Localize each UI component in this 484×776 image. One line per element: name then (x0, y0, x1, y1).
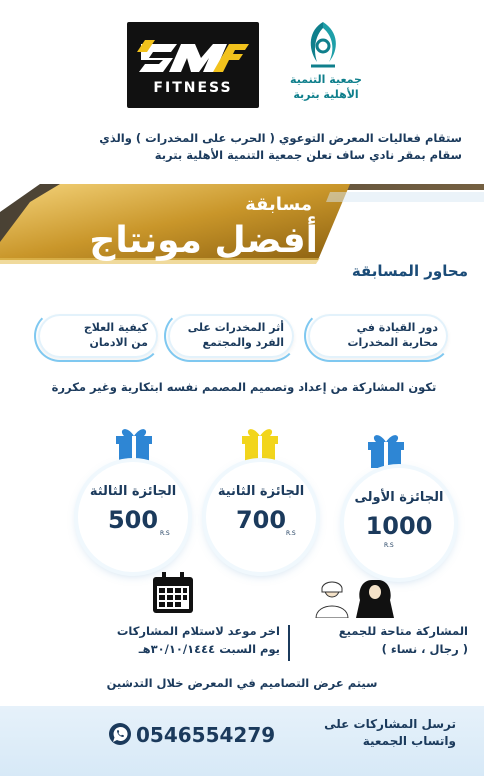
banner-title: أفضل مونتاج (89, 220, 318, 261)
smf-mark-icon (137, 32, 249, 78)
deadline-line2: يوم السبت ٣٠/١٠/١٤٤٤هـ (138, 642, 280, 656)
gift-icon (364, 426, 408, 470)
axis-line1: كيفية العلاج (83, 321, 148, 334)
eligibility-text (296, 622, 468, 658)
vertical-divider (288, 625, 290, 661)
display-note: سيتم عرض التصاميم في المعرض خلال التدشين (106, 676, 378, 690)
smf-wordmark: FITNESS (153, 80, 233, 96)
intro-line1: ستقام فعاليات المعرض التوعوي ( الحرب على المخدرات ) والذي (99, 131, 462, 145)
axes-title: محاور المسابقة (351, 262, 468, 280)
axis-line1: أثر المخدرات على (187, 321, 284, 334)
prize-second (206, 462, 316, 572)
axis-line1: دور القيادة في (356, 321, 438, 334)
axis-pill-text (48, 320, 148, 350)
originality-note: تكون المشاركة من إعداد وتصميم المصمم نفسه ابتكارية وغير مكررة (51, 380, 437, 394)
footer-line1: ترسل المشاركات على (324, 717, 456, 731)
association-logo (285, 20, 367, 110)
prize-name: الجائزة الأولى (354, 490, 444, 505)
prize-name: الجائزة الثالثة (89, 484, 177, 499)
gift-icon (238, 420, 282, 464)
deadline-line1: اخر موعد لاستلام المشاركات (116, 624, 280, 638)
prize-currency: R.S (384, 542, 394, 549)
eligibility-line1: المشاركة متاحة للجميع (338, 624, 468, 638)
prize-value: 700 (235, 506, 287, 534)
axis-line2: من الادمان (89, 336, 148, 349)
prize-value: 500 (107, 506, 159, 534)
axis-pill-text (318, 320, 438, 350)
smf-fitness-logo (127, 22, 259, 108)
association-name-line1: جمعية التنمية (290, 73, 362, 86)
footer-text (316, 716, 456, 750)
eligibility-line2: ( رجال ، نساء ) (381, 642, 468, 656)
prize-value: 1000 (365, 512, 433, 540)
banner-label: مسابقة (245, 194, 312, 215)
axis-line2: الفرد والمجتمع (202, 336, 284, 349)
axis-pill-text (178, 320, 284, 350)
prize-currency: R.S (160, 530, 170, 537)
footer-line2: واتساب الجمعية (362, 734, 456, 748)
intro-text (22, 130, 462, 164)
axis-pill-impact (168, 314, 294, 358)
axis-line2: محاربة المخدرات (347, 336, 438, 349)
deadline-text (112, 622, 280, 658)
association-name-line2: الأهلية بتربة (293, 88, 359, 101)
whatsapp-icon[interactable] (108, 722, 132, 746)
prize-name: الجائزة الثانية (217, 484, 305, 499)
axis-pill-leadership (308, 314, 448, 358)
calendar-icon (150, 570, 196, 616)
intro-line2: سقام بمقر نادي ساف تعلن جمعية التنمية الأهلية بتربة (154, 148, 462, 162)
association-emblem-icon (303, 20, 343, 70)
prize-first (344, 468, 454, 578)
whatsapp-phone-number[interactable]: 0546554279 (136, 723, 276, 747)
prize-third (78, 462, 188, 572)
men-women-icon (310, 578, 400, 618)
association-name (285, 72, 367, 102)
gift-icon (112, 420, 156, 464)
axis-pill-treatment (38, 314, 158, 358)
prize-currency: R.S (286, 530, 296, 537)
